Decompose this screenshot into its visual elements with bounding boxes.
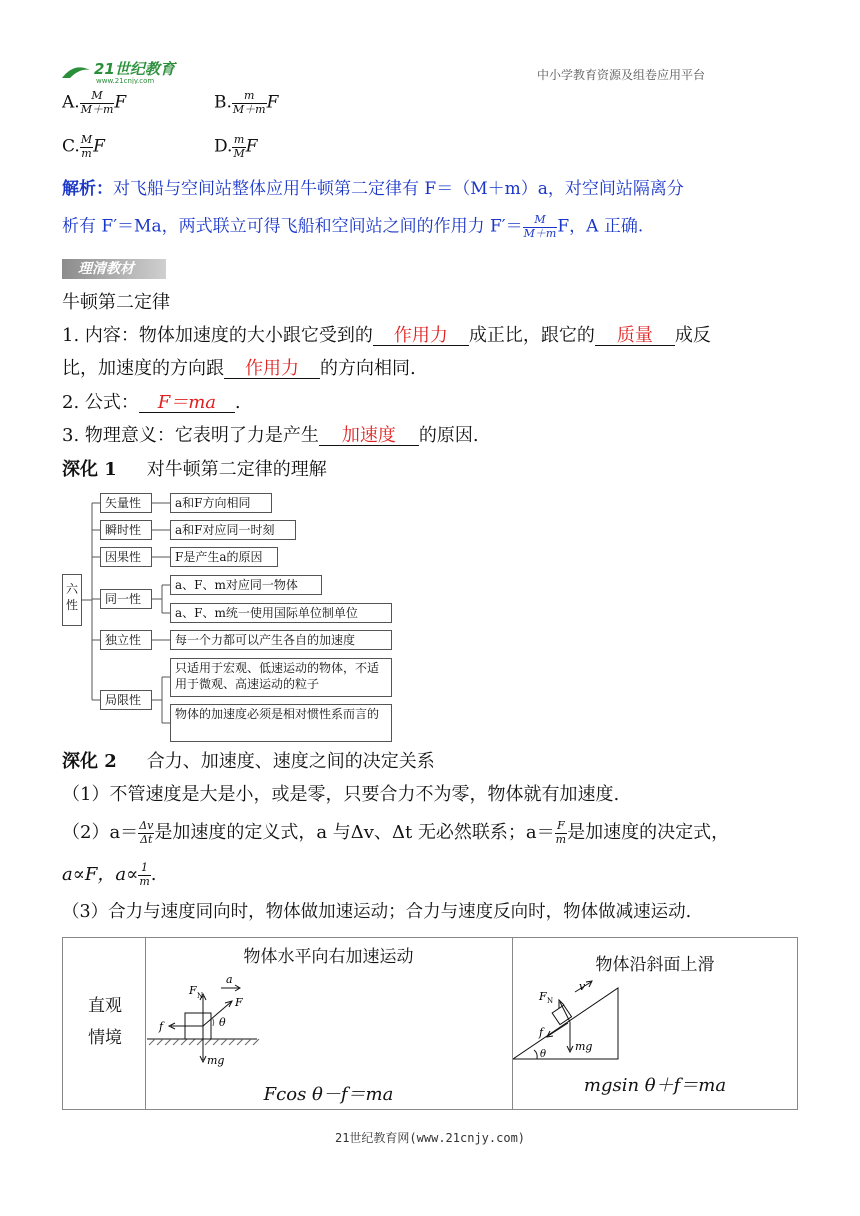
point-2-line-1: （2）a＝ $\frac{\Delta v}{\Delta t}$ 是加速度的定义式，a 与Δv、Δt 无必然联系；a＝ $\frac{F}{m}$ 是加速度的决定式，	[62, 819, 730, 846]
blank-acceleration: 加速度	[319, 427, 419, 446]
option-a: A. $\frac{M}{M+m}$ F	[62, 89, 127, 116]
col1-title: 物体水平向右加速运动	[243, 947, 414, 967]
point-1: （1）不管速度是大是小，或是零，只要合力不为零，物体就有加速度.	[62, 784, 620, 805]
branch-instant: 瞬时性	[100, 520, 152, 540]
fig1-weight-label: mg	[207, 1054, 225, 1067]
leaf-causal: F是产生a的原因	[170, 547, 278, 567]
fig1-accel-label: a	[226, 973, 233, 986]
fig1-normal-label: F	[189, 984, 197, 997]
fig1-theta-label: θ	[219, 1016, 226, 1029]
item-3: 3. 物理意义：它表明了力是产生 加速度 的原因.	[62, 425, 479, 446]
col1-formula: Fcos θ－f＝ma	[263, 1084, 394, 1105]
fig1-friction-label: f	[159, 1020, 164, 1033]
branch-independent: 独立性	[100, 630, 152, 650]
blank-mass: 质量	[595, 327, 675, 346]
fig2-velocity-label: v	[579, 980, 586, 993]
analysis-line-2: 析有 F′＝Ma，两式联立可得飞船和空间站之间的作用力 F′＝ $\frac{M}{M+m}$ F，A 正确.	[62, 213, 644, 240]
option-c: C. $\frac{M}{m}$ F	[62, 133, 105, 160]
point-2-line-2: a∝F，a∝ $\frac{1}{m}$ .	[62, 861, 157, 888]
branch-identity: 同一性	[100, 589, 152, 609]
fig1-force-label: F	[235, 996, 243, 1009]
deep2-heading: 深化 2 合力、加速度、速度之间的决定关系	[62, 751, 435, 772]
option-d: D. $\frac{m}{M}$ F	[214, 133, 258, 160]
row-label: 直观情境	[88, 996, 122, 1048]
blank-force-1: 作用力	[373, 327, 469, 346]
section-tag: 理清教材	[62, 259, 166, 279]
incline-figure	[513, 978, 673, 1063]
blank-force-2: 作用力	[224, 360, 320, 379]
option-b: B. $\frac{m}{M+m}$ F	[214, 89, 279, 116]
leaf-identity-1: a、F、m对应同一物体	[170, 575, 322, 595]
item-2: 2. 公式： F＝ma .	[62, 392, 241, 413]
leaf-limitation-2: 物体的加速度必须是相对惯性系而言的	[170, 704, 392, 742]
item-1-line-1: 1. 内容：物体加速度的大小跟它受到的 作用力 成正比，跟它的 质量 成反	[62, 325, 711, 346]
logo-url: www.21cnjy.com	[96, 77, 155, 84]
leaf-vector: a和F方向相同	[170, 493, 272, 513]
point-3: （3）合力与速度同向时，物体做加速运动；合力与速度反向时，物体做减速运动.	[62, 902, 692, 922]
tree-root: 六性	[62, 574, 82, 626]
logo-text: 21世纪教育	[94, 60, 175, 78]
fig1-normal-sub: N	[197, 992, 204, 1000]
col2-formula: mgsin θ＋f＝ma	[583, 1075, 727, 1096]
fig2-theta-label: θ	[540, 1049, 547, 1060]
scenario-table	[62, 937, 798, 1110]
fig2-friction-label: f	[539, 1026, 544, 1039]
horizontal-motion-figure	[147, 968, 407, 1078]
leaf-independent: 每一个力都可以产生各自的加速度	[170, 630, 392, 650]
analysis-line-1: 解析：对飞船与空间站整体应用牛顿第二定律有 F＝（M＋m）a，对空间站隔离分	[62, 179, 684, 199]
fig2-normal-sub: N	[547, 997, 554, 1005]
leaf-limitation-1: 只适用于宏观、低速运动的物体，不适用于微观、高速运动的粒子	[170, 658, 392, 697]
fig2-normal-label: F	[539, 990, 547, 1003]
six-properties-diagram	[62, 488, 402, 743]
law-title: 牛顿第二定律	[62, 292, 170, 313]
branch-limitation: 局限性	[100, 690, 152, 710]
logo-swoosh-icon	[62, 67, 90, 78]
fig2-weight-label: mg	[575, 1040, 593, 1053]
footer: 21世纪教育网(www.21cnjy.com)	[334, 1131, 526, 1145]
blank-formula: F＝ma	[139, 394, 235, 413]
leaf-instant: a和F对应同一时刻	[170, 520, 296, 540]
branch-vector: 矢量性	[100, 493, 152, 513]
item-1-line-2: 比，加速度的方向跟 作用力 的方向相同.	[62, 358, 416, 379]
platform-label: 中小学教育资源及组卷应用平台	[537, 68, 706, 82]
deep1-heading: 深化 1 对牛顿第二定律的理解	[62, 459, 327, 480]
col2-title: 物体沿斜面上滑	[595, 955, 715, 975]
leaf-identity-2: a、F、m统一使用国际单位制单位	[170, 603, 392, 623]
branch-causal: 因果性	[100, 547, 152, 567]
header-logo	[60, 58, 220, 84]
